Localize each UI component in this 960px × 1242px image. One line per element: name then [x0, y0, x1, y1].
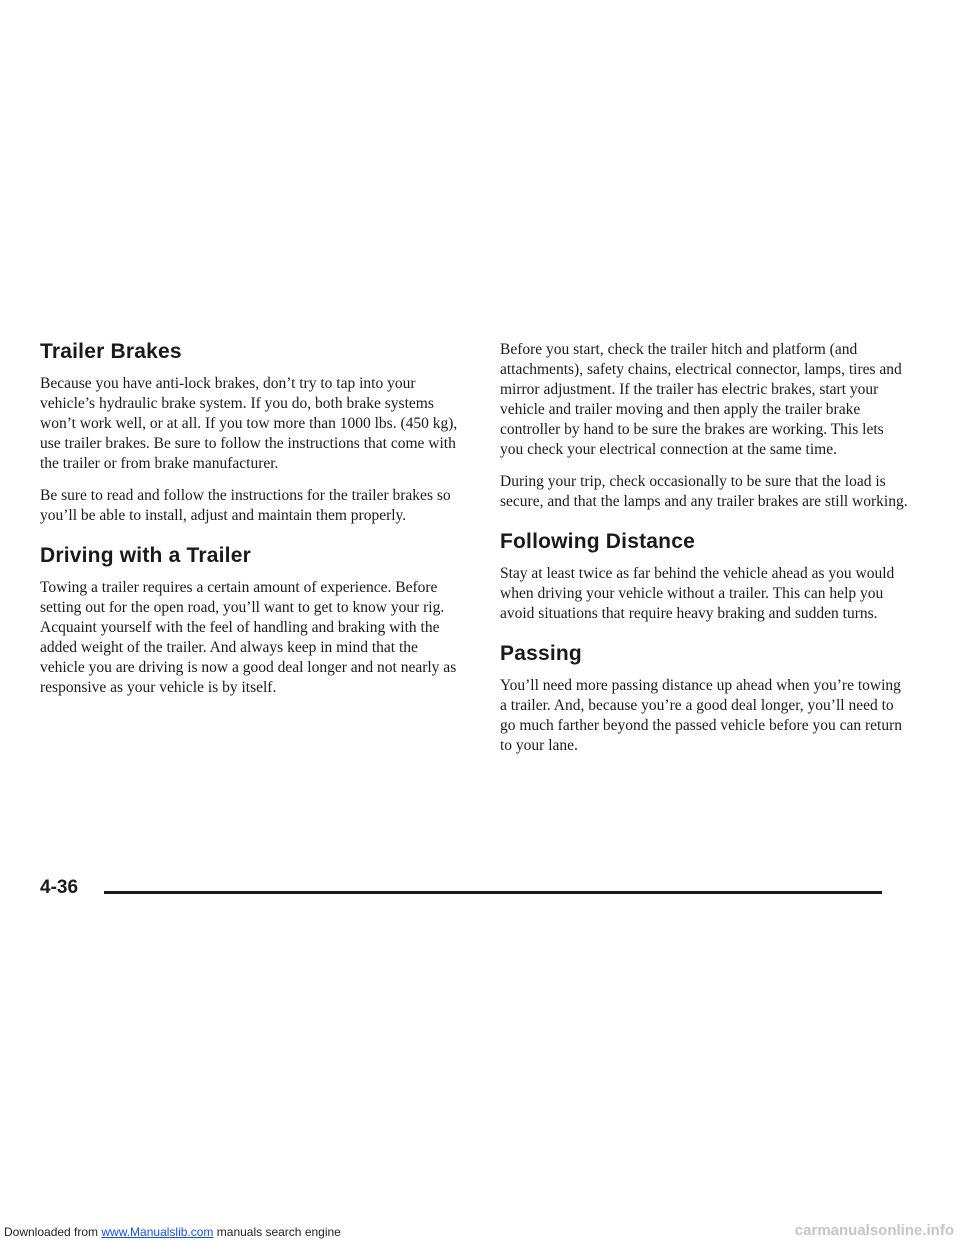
heading-following-distance: Following Distance	[500, 530, 695, 553]
manualslib-link[interactable]: www.Manualslib.com	[101, 1225, 214, 1239]
download-notice	[4, 1225, 341, 1239]
heading-passing: Passing	[500, 642, 582, 665]
heading-driving-with-trailer: Driving with a Trailer	[40, 544, 251, 567]
paragraph: Before you start, check the trailer hitch and platform (and attachments), safety chains, electrical connector, lamps, tires and mirror adjustment. If the trailer has electric brakes, start your vehicle and trailer moving and then apply the trailer brake controller by hand to be sure the brakes are working. This lets you check your electrical connection at the same time.	[500, 341, 902, 458]
footer-suffix: manuals search engine	[213, 1225, 341, 1239]
heading-trailer-brakes: Trailer Brakes	[40, 340, 182, 363]
paragraph: During your trip, check occasionally to be sure that the load is secure, and that the lamps and any trailer brakes are still working.	[500, 473, 908, 510]
paragraph: You’ll need more passing distance up ahead when you’re towing a trailer. And, because you’re a good deal longer, you’ll need to go much farther beyond the passed vehicle before you can return to your lane.	[500, 677, 902, 754]
watermark: carmanualsonline.info	[794, 1222, 954, 1239]
paragraph: Be sure to read and follow the instructions for the trailer brakes so you’ll be able to install, adjust and maintain them properly.	[40, 487, 451, 524]
page-number: 4-36	[40, 877, 79, 898]
paragraph: Stay at least twice as far behind the vehicle ahead as you would when driving your vehicle without a trailer. This can help you avoid situations that require heavy braking and sudden turns.	[500, 565, 895, 622]
footer-rule	[104, 891, 882, 894]
left-column	[40, 340, 460, 710]
paragraph: Towing a trailer requires a certain amount of experience. Before setting out for the open road, you’ll want to get to know your rig. Acquaint yourself with the feel of handling and braking with the added weight of the trailer. And always keep in mind that the vehicle you are driving is now a good deal longer and not nearly as responsive as your vehicle is by itself.	[40, 579, 457, 696]
right-column	[500, 340, 910, 768]
paragraph: Because you have anti-lock brakes, don’t try to tap into your vehicle’s hydraulic brake system. If you do, both brake systems won’t work well, or at all. If you tow more than 1000 lbs. (450 kg), use trailer brakes. Be sure to follow the instructions that come with the trailer or from brake manufacturer.	[40, 375, 458, 472]
download-footer	[0, 1221, 960, 1242]
footer-prefix: Downloaded from	[4, 1225, 102, 1239]
